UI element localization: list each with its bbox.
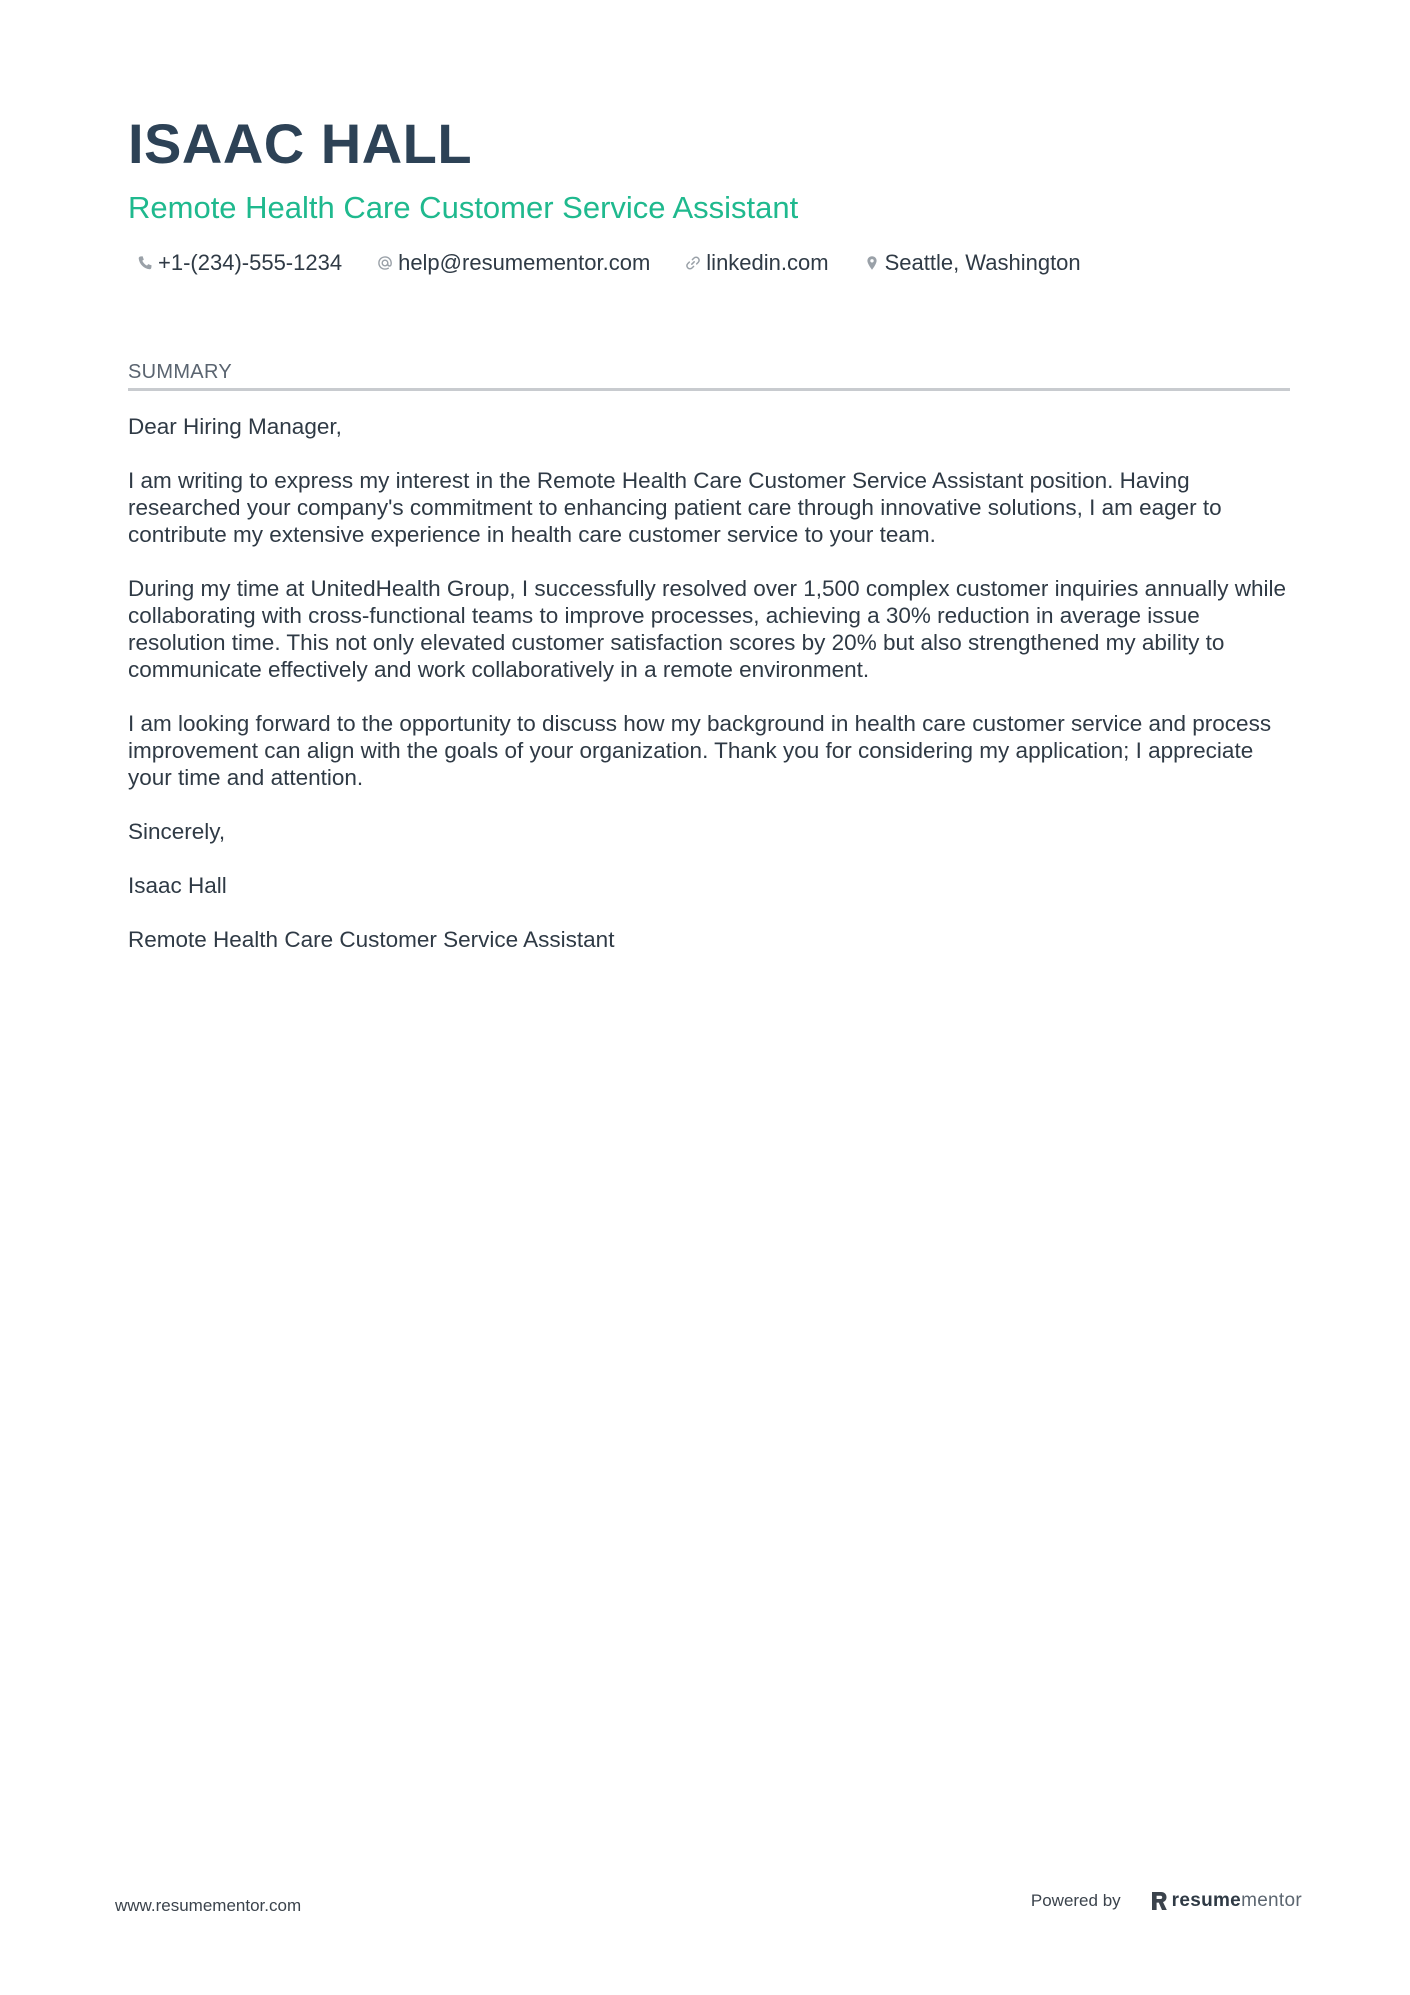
summary-heading: SUMMARY bbox=[128, 360, 1290, 391]
resumementor-logo-icon bbox=[1151, 1891, 1168, 1911]
header bbox=[128, 110, 1288, 276]
email-text[interactable]: help@resumementor.com bbox=[398, 250, 651, 275]
brand-text-resume: resume bbox=[1171, 1890, 1242, 1911]
location-text: Seattle, Washington bbox=[884, 250, 1081, 275]
letter-paragraph: I am looking forward to the opportunity to discuss how my background in health care customer service and process improvement can align with the goals of your organization. Thank you for considering my application; I appreciate your time and attention. bbox=[128, 711, 1272, 790]
phone-text[interactable]: +1-(234)-555-1234 bbox=[158, 250, 343, 275]
linkedin-text[interactable]: linkedin.com bbox=[706, 250, 829, 275]
letter-paragraph: During my time at UnitedHealth Group, I successfully resolved over 1,500 complex customer inquiries annually while collaborating with cross-functional teams to improve processes, achieving a 30% reduction in average issue resolution time. This not only elevated customer satisfaction scores by 20% but also strengthened my ability to communicate effectively and work collaboratively in a remote environment. bbox=[128, 576, 1287, 682]
contact-email bbox=[368, 250, 650, 276]
powered-by-label: Powered by bbox=[1030, 1891, 1121, 1910]
job-title: Remote Health Care Customer Service Assistant bbox=[128, 190, 799, 225]
letter-paragraph: I am writing to express my interest in the Remote Health Care Customer Service Assistant position. Having researched your company's commitment to enhancing patient care through innovative solutions, I am eager to contribute my extensive experience in health care customer service to your team. bbox=[128, 468, 1222, 547]
signature-name: Isaac Hall bbox=[128, 873, 227, 898]
cover-letter-body bbox=[128, 413, 1290, 953]
footer-branding bbox=[1031, 1890, 1302, 1912]
phone-icon bbox=[136, 254, 154, 272]
salutation: Dear Hiring Manager, bbox=[128, 414, 342, 439]
footer-website[interactable]: www.resumementor.com bbox=[115, 1896, 302, 1915]
location-pin-icon bbox=[863, 254, 881, 272]
contact-bar bbox=[128, 250, 1288, 276]
candidate-name: ISAAC HALL bbox=[128, 112, 473, 175]
brand-text-mentor: mentor bbox=[1241, 1890, 1302, 1911]
link-icon bbox=[684, 254, 702, 272]
closing: Sincerely, bbox=[128, 819, 226, 844]
contact-linkedin bbox=[676, 250, 828, 276]
at-icon bbox=[376, 254, 394, 272]
brand-logo[interactable] bbox=[1151, 1890, 1302, 1912]
summary-section bbox=[128, 360, 1290, 980]
contact-phone bbox=[128, 250, 342, 276]
signature-title: Remote Health Care Customer Service Assistant bbox=[128, 927, 615, 952]
contact-location bbox=[855, 250, 1081, 276]
